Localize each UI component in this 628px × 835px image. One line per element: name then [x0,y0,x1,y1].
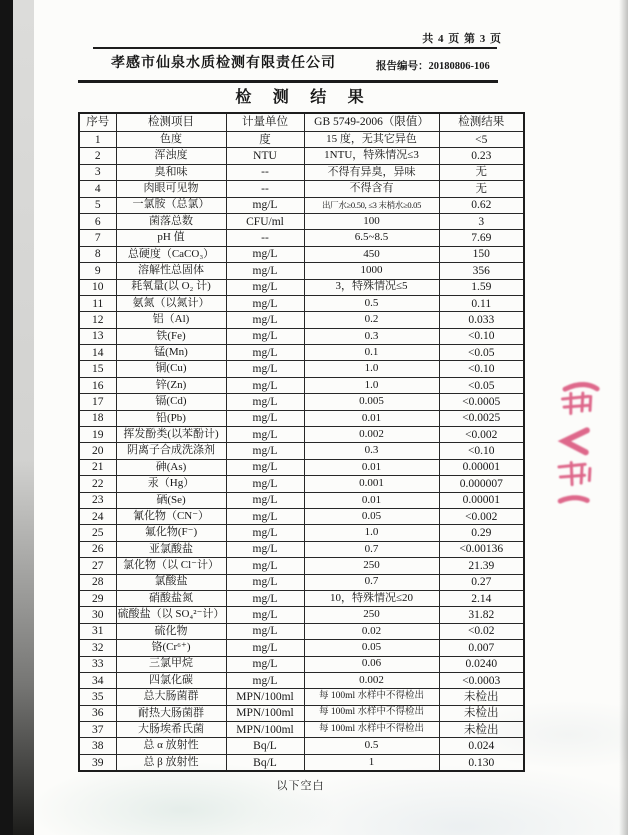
cell-result: 356 [439,263,524,279]
page-count-label: 共 4 页 第 3 页 [422,33,502,45]
cell-result: 0.00001 [439,459,524,475]
cell-seq: 1 [79,132,116,148]
cell-limit: 6.5~8.5 [304,230,439,246]
table-row [79,525,524,541]
cell-result: 2.14 [439,590,524,606]
cell-limit: 1.0 [304,525,439,541]
table-row [79,394,524,410]
cell-result: <5 [439,132,524,148]
table-row [79,263,524,279]
cell-unit: mg/L [226,295,304,311]
cell-result: <0.002 [439,508,524,524]
cell-result: 31.82 [439,607,524,623]
table-row [79,197,524,213]
cell-seq: 18 [79,410,116,426]
cell-seq: 25 [79,525,116,541]
cell-limit: 15 度，无其它异色 [304,132,439,148]
header-rule-top [93,47,497,49]
cell-seq: 39 [79,754,116,771]
cell-result: <0.10 [439,328,524,344]
cell-item: 总 β 放射性 [116,754,226,771]
cell-seq: 29 [79,590,116,606]
cell-item: 硒(Se) [116,492,226,508]
cell-unit: mg/L [226,672,304,688]
cell-result: 无 [439,164,524,180]
report-number [376,58,490,73]
cell-result: 0.62 [439,197,524,213]
cell-item: 铁(Fe) [116,328,226,344]
cell-item: 铅(Pb) [116,410,226,426]
cell-limit: 0.001 [304,476,439,492]
cell-limit: 不得含有 [304,181,439,197]
cell-result: 3 [439,213,524,229]
cell-item: 氯酸盐 [116,574,226,590]
cell-seq: 7 [79,230,116,246]
col-header-unit: 计量单位 [226,113,304,132]
cell-unit: -- [226,181,304,197]
cell-limit: 1.0 [304,377,439,393]
cell-unit: mg/L [226,607,304,623]
cell-unit: mg/L [226,492,304,508]
cell-result: 0.29 [439,525,524,541]
cell-seq: 34 [79,672,116,688]
cell-limit: 每 100ml 水样中不得检出 [304,722,439,738]
cell-result: 未检出 [439,722,524,738]
cell-seq: 2 [79,148,116,164]
cell-unit: Bq/L [226,754,304,771]
col-header-item: 检测项目 [116,113,226,132]
paper-right-shadow [619,0,628,835]
cell-seq: 9 [79,263,116,279]
cell-seq: 4 [79,181,116,197]
cell-limit: 450 [304,246,439,262]
cell-item: 臭和味 [116,164,226,180]
table-row [79,656,524,672]
table-row [79,213,524,229]
cell-item: 肉眼可见物 [116,181,226,197]
table-row [79,722,524,738]
cell-item: 硝酸盐氮 [116,590,226,606]
cell-item: 氯化物（以 Cl⁻计） [116,558,226,574]
cell-unit: mg/L [226,328,304,344]
cell-limit: 0.02 [304,623,439,639]
cell-unit: mg/L [226,361,304,377]
cell-result: <0.05 [439,345,524,361]
cell-unit: mg/L [226,263,304,279]
cell-item: 总 α 放射性 [116,738,226,754]
cell-item: 菌落总数 [116,213,226,229]
cell-unit: mg/L [226,312,304,328]
cell-limit: 0.2 [304,312,439,328]
table-row [79,361,524,377]
cell-unit: mg/L [226,558,304,574]
cell-item: 铜(Cu) [116,361,226,377]
cell-item: 亚氯酸盐 [116,541,226,557]
cell-result: 21.39 [439,558,524,574]
footer-blank-note: 以下空白 [276,780,325,792]
cell-unit: mg/L [226,279,304,295]
cell-limit: 0.5 [304,295,439,311]
cell-unit: MPN/100ml [226,722,304,738]
cell-item: 硫化物 [116,623,226,639]
cell-item: 锰(Mn) [116,345,226,361]
table-row [79,558,524,574]
cell-limit: 250 [304,607,439,623]
cell-limit: 1 [304,754,439,771]
cell-item: 四氯化碳 [116,672,226,688]
cell-limit: 出厂水≥0.50, ≤3 末梢水≥0.05 [304,197,439,213]
cell-unit: mg/L [226,574,304,590]
company-name: 孝感市仙泉水质检测有限责任公司 [111,54,336,70]
cell-limit: 0.05 [304,508,439,524]
table-row [79,705,524,721]
cell-result: 0.00001 [439,492,524,508]
cell-unit: mg/L [226,640,304,656]
cell-item: 氰化物（CN⁻） [116,508,226,524]
cell-limit: 每 100ml 水样中不得检出 [304,705,439,721]
cell-item: 氟化物(F⁻) [116,525,226,541]
report-number-label: 报告编号： [376,61,429,72]
cell-seq: 3 [79,164,116,180]
cell-unit: MPN/100ml [226,705,304,721]
cell-item: 铝（Al) [116,312,226,328]
cell-limit: 1.0 [304,361,439,377]
table-row [79,672,524,688]
cell-limit: 0.5 [304,738,439,754]
table-row [79,443,524,459]
cell-result: 0.000007 [439,476,524,492]
cell-seq: 5 [79,197,116,213]
cell-seq: 26 [79,541,116,557]
header-rule-bottom [78,80,498,83]
cell-seq: 31 [79,623,116,639]
report-number-value: 20180806-106 [428,61,490,72]
cell-seq: 14 [79,345,116,361]
cell-result: <0.002 [439,427,524,443]
cell-unit: 度 [226,132,304,148]
cell-unit: mg/L [226,508,304,524]
cell-item: 色度 [116,132,226,148]
cell-result: 7.69 [439,230,524,246]
table-row [79,312,524,328]
cell-unit: Bq/L [226,738,304,754]
cell-result: 0.033 [439,312,524,328]
table-row [79,410,524,426]
cell-item: 总硬度（CaCO₃） [116,246,226,262]
cell-limit: 0.7 [304,541,439,557]
cell-seq: 10 [79,279,116,295]
cell-limit: 0.01 [304,459,439,475]
cell-unit: mg/L [226,246,304,262]
cell-seq: 27 [79,558,116,574]
cell-limit: 0.005 [304,394,439,410]
cell-item: 耗氧量(以 O₂ 计) [116,279,226,295]
cell-unit: mg/L [226,345,304,361]
cell-unit: mg/L [226,541,304,557]
cell-result: 0.27 [439,574,524,590]
cell-seq: 16 [79,377,116,393]
cell-limit: 每 100ml 水样中不得检出 [304,689,439,705]
cell-result: <0.0005 [439,394,524,410]
results-table [78,112,525,772]
cell-limit: 10，特殊情况≤20 [304,590,439,606]
cell-seq: 33 [79,656,116,672]
cell-result: 无 [439,181,524,197]
table-row [79,279,524,295]
cell-limit: 0.002 [304,427,439,443]
cell-limit: 0.7 [304,574,439,590]
cell-limit: 0.06 [304,656,439,672]
cell-limit: 0.3 [304,328,439,344]
scanner-edge-shadow [13,0,34,835]
table-header-row [79,113,524,132]
cell-limit: 1000 [304,263,439,279]
cell-item: pH 值 [116,230,226,246]
cell-unit: mg/L [226,656,304,672]
cell-unit: mg/L [226,459,304,475]
page-title: 检 测 结 果 [235,89,366,106]
cell-unit: CFU/ml [226,213,304,229]
cell-seq: 20 [79,443,116,459]
cell-unit: mg/L [226,377,304,393]
table-row [79,295,524,311]
cell-unit: mg/L [226,443,304,459]
cell-result: 0.007 [439,640,524,656]
cell-item: 铬(Cr⁶⁺) [116,640,226,656]
cell-seq: 28 [79,574,116,590]
table-row [79,492,524,508]
table-row [79,640,524,656]
table-row [79,427,524,443]
cell-limit: 0.1 [304,345,439,361]
table-row [79,689,524,705]
cell-seq: 15 [79,361,116,377]
cell-limit: 0.3 [304,443,439,459]
cell-seq: 19 [79,427,116,443]
red-stamp-partial [546,377,613,520]
cell-result: <0.0003 [439,672,524,688]
table-row [79,148,524,164]
cell-result: 0.0240 [439,656,524,672]
cell-seq: 8 [79,246,116,262]
cell-item: 硫酸盐（以 SO₄²⁻计） [116,607,226,623]
red-stamp-strokes [546,377,613,520]
cell-limit: 0.002 [304,672,439,688]
cell-item: 挥发酚类(以苯酚计) [116,427,226,443]
cell-limit: 250 [304,558,439,574]
cell-limit: 0.01 [304,410,439,426]
cell-result: 0.024 [439,738,524,754]
cell-seq: 21 [79,459,116,475]
cell-item: 一氯胺（总氯） [116,197,226,213]
cell-unit: MPN/100ml [226,689,304,705]
cell-seq: 6 [79,213,116,229]
table-row [79,328,524,344]
cell-unit: NTU [226,148,304,164]
table-row [79,345,524,361]
cell-seq: 11 [79,295,116,311]
cell-seq: 37 [79,722,116,738]
scanner-edge-black [0,0,13,835]
cell-limit: 0.05 [304,640,439,656]
cell-unit: mg/L [226,410,304,426]
cell-unit: mg/L [226,525,304,541]
cell-item: 大肠埃希氏菌 [116,722,226,738]
table-row [79,574,524,590]
table-row [79,754,524,771]
cell-unit: mg/L [226,427,304,443]
cell-result: <0.02 [439,623,524,639]
cell-result: 0.23 [439,148,524,164]
cell-item: 浑浊度 [116,148,226,164]
cell-item: 锌(Zn) [116,377,226,393]
table-row [79,476,524,492]
cell-seq: 23 [79,492,116,508]
table-row [79,230,524,246]
cell-item: 三氯甲烷 [116,656,226,672]
cell-result: 1.59 [439,279,524,295]
table-row [79,607,524,623]
cell-limit: 不得有异臭，异味 [304,164,439,180]
cell-unit: mg/L [226,197,304,213]
cell-item: 阴离子合成洗涤剂 [116,443,226,459]
cell-unit: -- [226,230,304,246]
table-row [79,132,524,148]
cell-seq: 12 [79,312,116,328]
table-row [79,377,524,393]
table-row [79,590,524,606]
cell-seq: 32 [79,640,116,656]
table-row [79,508,524,524]
cell-item: 溶解性总固体 [116,263,226,279]
cell-result: <0.00136 [439,541,524,557]
cell-seq: 35 [79,689,116,705]
table-row [79,246,524,262]
cell-seq: 24 [79,508,116,524]
cell-limit: 3，特殊情况≤5 [304,279,439,295]
cell-seq: 36 [79,705,116,721]
cell-result: <0.10 [439,443,524,459]
table-row [79,459,524,475]
table-row [79,623,524,639]
col-header-limit: GB 5749-2006（限值） [304,113,439,132]
cell-unit: mg/L [226,590,304,606]
cell-limit: 1NTU，特殊情况≤3 [304,148,439,164]
cell-seq: 17 [79,394,116,410]
cell-item: 氨氮（以氮计） [116,295,226,311]
table-row [79,164,524,180]
cell-seq: 13 [79,328,116,344]
cell-result: <0.10 [439,361,524,377]
col-header-result: 检测结果 [439,113,524,132]
cell-result: 0.11 [439,295,524,311]
cell-limit: 100 [304,213,439,229]
cell-item: 砷(As) [116,459,226,475]
cell-result: 未检出 [439,689,524,705]
cell-item: 汞（Hg） [116,476,226,492]
cell-seq: 22 [79,476,116,492]
cell-item: 总大肠菌群 [116,689,226,705]
cell-limit: 0.01 [304,492,439,508]
cell-result: <0.0025 [439,410,524,426]
cell-item: 镉(Cd) [116,394,226,410]
cell-result: 未检出 [439,705,524,721]
cell-unit: -- [226,164,304,180]
cell-result: <0.05 [439,377,524,393]
table-row [79,181,524,197]
cell-seq: 30 [79,607,116,623]
cell-result: 150 [439,246,524,262]
cell-unit: mg/L [226,476,304,492]
col-header-seq: 序号 [79,113,116,132]
cell-seq: 38 [79,738,116,754]
cell-unit: mg/L [226,394,304,410]
cell-item: 耐热大肠菌群 [116,705,226,721]
cell-unit: mg/L [226,623,304,639]
table-row [79,738,524,754]
cell-result: 0.130 [439,754,524,771]
table-row [79,541,524,557]
